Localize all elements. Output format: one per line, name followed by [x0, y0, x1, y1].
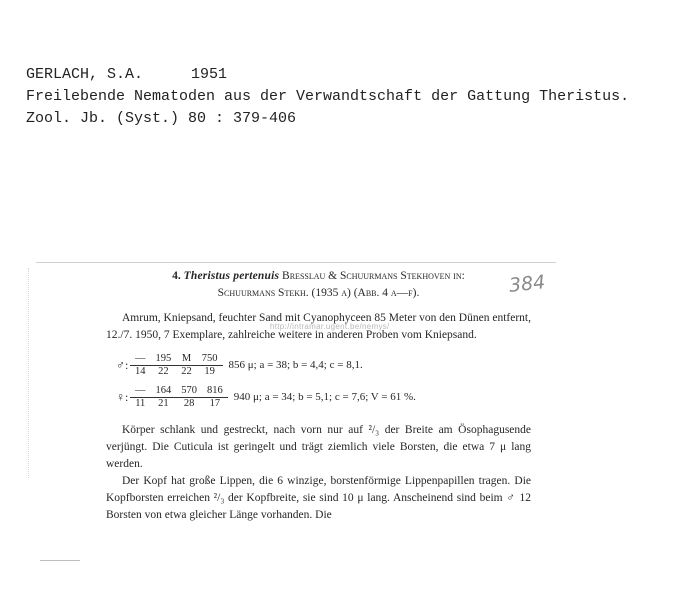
male-fraction-table — [130, 353, 223, 378]
clipping-side-shadow — [28, 268, 35, 478]
female-formula — [116, 382, 531, 412]
citation: Zool. Jb. (Syst.) 80 : 379-406 — [26, 110, 297, 127]
male-bottom-3: 19 — [204, 365, 215, 377]
male-top-0: — — [130, 353, 151, 366]
male-measurements: 856 μ; a = 38; b = 4,4; c = 8,1. — [228, 358, 363, 371]
publication-title: Freilebende Nematoden aus der Verwandtschaft der Gattung Theristus. — [26, 88, 630, 105]
handwritten-page-number: 384 — [507, 271, 547, 297]
year: 1951 — [191, 66, 228, 83]
species-number: 4. — [172, 270, 181, 282]
male-bottom-2: 22 — [181, 365, 192, 377]
author: GERLACH, S.A. — [26, 66, 144, 83]
body-paragraph: Körper schlank und gestreckt, nach vorn nur auf ²/₃ der Breite am Ösophagusende verjüngt. Die Cuticula ist geringelt und trägt ziemlich viele Borsten, die etwa 7 μ lang werden. — [106, 424, 531, 470]
female-top-1: 164 — [151, 385, 177, 398]
authority-line-1: Bresslau & Schuurmans Stekhoven in: — [282, 270, 465, 282]
female-bottom-1: 21 — [158, 397, 169, 409]
female-bottom-3: 17 — [209, 397, 221, 409]
clipping-bottom-edge — [40, 560, 80, 561]
male-formula — [116, 350, 531, 380]
female-top-3: 816 — [202, 385, 228, 398]
watermark-url: http://intramar.ugent.be/nemys/ — [270, 322, 390, 331]
female-bottom-0: 11 — [135, 397, 146, 409]
female-measurements: 940 μ; a = 34; b = 5,1; c = 7,6; V = 61 %. — [233, 390, 416, 403]
male-bottom-1: 22 — [158, 365, 169, 377]
article-excerpt — [106, 268, 531, 524]
male-symbol: ♂: — [116, 357, 129, 372]
author-line — [26, 64, 686, 86]
authority-line-2: Schuurmans Stekh. (1935 a) (Abb. 4 a—f). — [217, 287, 420, 299]
catalog-card-header — [26, 64, 686, 130]
female-top-0: — — [130, 385, 151, 398]
male-top-2: M — [176, 353, 197, 366]
male-top-3: 750 — [197, 353, 223, 366]
female-top-2: 570 — [176, 385, 202, 398]
female-symbol: ♀: — [116, 389, 129, 404]
female-bottom-2: 28 — [183, 397, 195, 409]
head-paragraph: Der Kopf hat große Lippen, die 6 winzige, borstenförmige Lippenpapillen tragen. Die Kopfborsten erreichen ²/₃ der Kopfbreite, sie sind 10 μ lang. Anscheinend sind beim ♂ 12 Borsten von etwa gleicher Länge vorhanden. Die — [106, 475, 531, 521]
female-fraction-table — [130, 385, 228, 410]
locality-paragraph: Amrum, Kniepsand, feuchter Sand mit Cyanophyceen 85 Meter von den Dünen entfernt, 12./7. 1950, 7 Exemplare, zahlreiche weitere in anderen Proben vom Kniepsand. — [106, 312, 531, 341]
male-bottom-0: 14 — [135, 365, 146, 377]
clipping-top-edge — [36, 262, 556, 263]
species-heading — [106, 268, 531, 302]
species-name: Theristus pertenuis — [183, 270, 280, 282]
male-top-1: 195 — [151, 353, 177, 366]
